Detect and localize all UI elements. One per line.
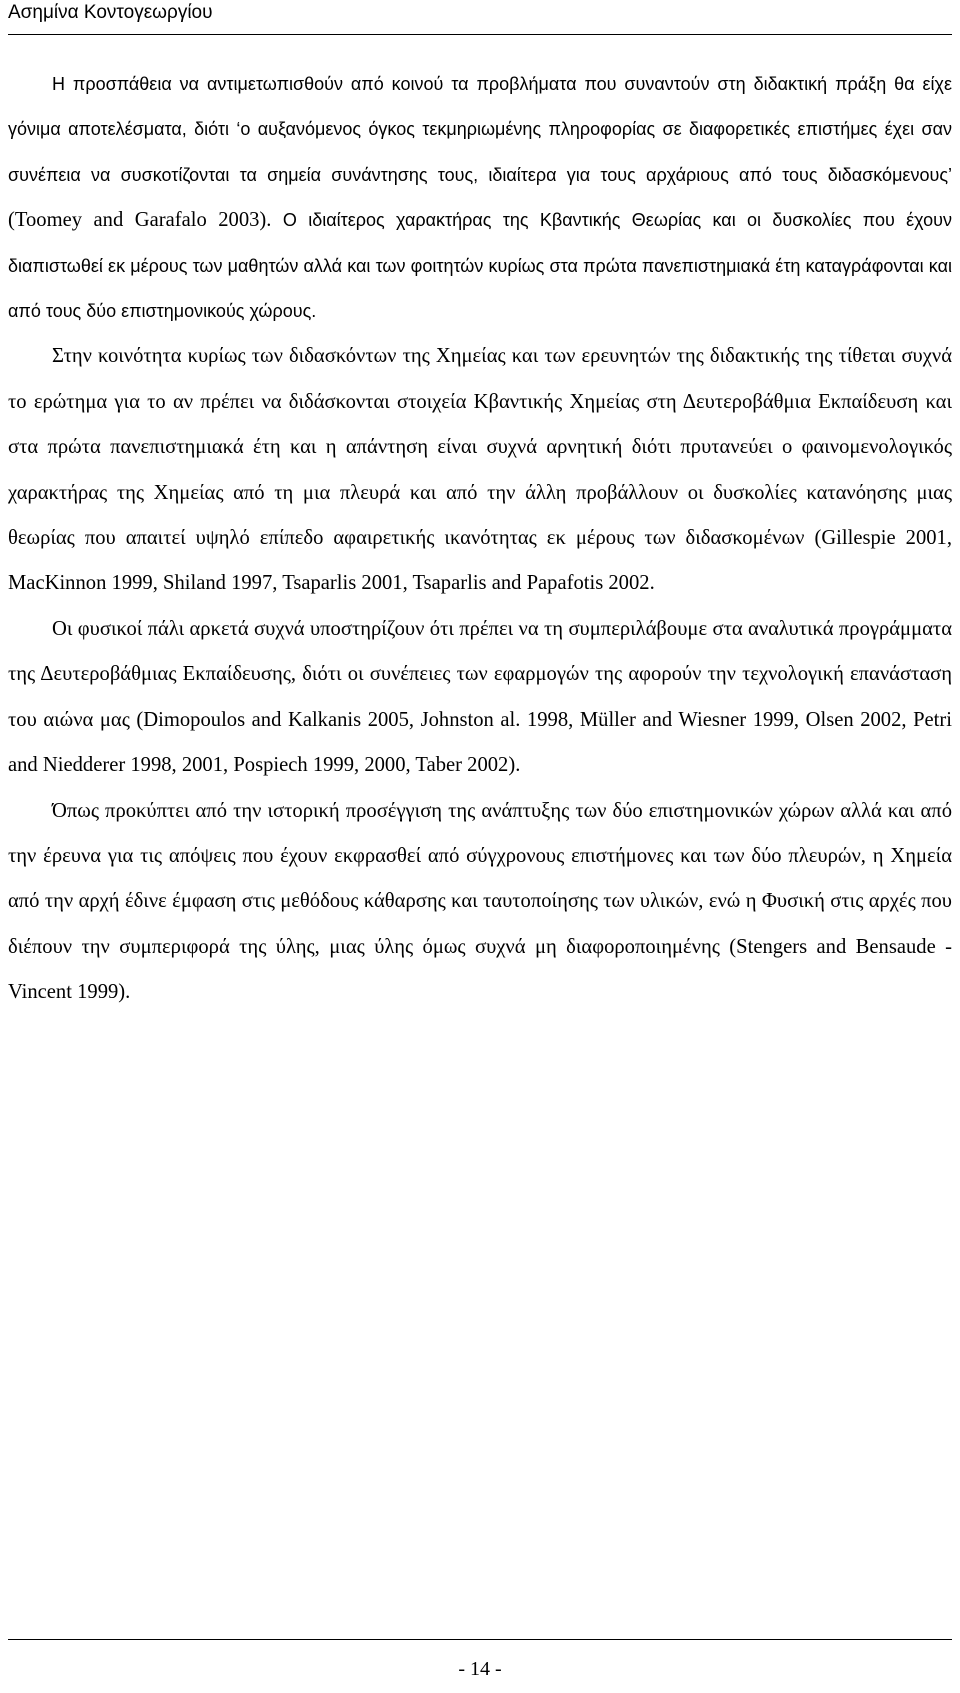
paragraph-text-segment: Όπως προκύπτει από την ιστορική προσέγγιση της ανάπτυξης των δύο επιστημονικών χώρων αλλά και από την έρευνα για τις απόψεις που έχουν εκφρασθεί από σύγχρονους επιστήμονες και των δύο πλευρών, η Χημεία από την αρχή έδινε έμφαση στις μεθόδους κάθαρσης και ταυτοποίησης των υλικών, ενώ η Φυσική στις αρχές που διέπουν την συμπεριφορά της ύλης, μιας ύλης όμως συχνά μη διαφοροποιημένης (Stengers and Bensaude - Vincent 1999).: [8, 799, 952, 1004]
body-text: [8, 62, 952, 1016]
paragraph-text-segment: Στην κοινότητα κυρίως των διδασκόντων της Χημείας και των ερευνητών της διδακτικής της τίθεται συχνά το ερώτημα για το αν πρέπει να διδάσκονται στοιχεία Κβαντικής Χημείας στη Δευτεροβάθμια Εκπαίδευση και στα πρώτα πανεπιστημιακά έτη και η απάντηση είναι συχνά αρνητική διότι πρυτανεύει ο φαινομενολογικός χαρακτήρας της Χημείας από τη μια πλευρά και από την άλλη προβάλλουν οι δυσκολίες κατανόησης μιας θεωρίας που απαιτεί υψηλό επίπεδο αφαιρετικής ικανότητας εκ μέρους των διδασκομένων (Gillespie 2001, MacKinnon 1999, Shiland 1997, Tsaparlis 2001, Tsaparlis and Papafotis 2002.: [8, 345, 952, 595]
running-header: [8, 0, 952, 35]
paragraph: [8, 607, 952, 789]
header-author: Ασημίνα Κοντογεωργίου: [8, 2, 213, 23]
paragraph: [8, 62, 952, 334]
paragraph: [8, 334, 952, 606]
paragraph-text-segment: Ο ιδιαίτερος χαρακτήρας της Κβαντικής Θεωρίας και οι δυσκολίες που έχουν διαπιστωθεί εκ μέρους των μαθητών αλλά και των φοιτητών κυρίως στα πρώτα πανεπιστημιακά έτη καταγράφονται και από τους δύο επιστημονικούς χώρους.: [8, 210, 952, 322]
paragraph-text-segment: (Toomey and Garafalo 2003).: [8, 209, 283, 232]
paragraph-text-segment: Η προσπάθεια να αντιμετωπισθούν από κοινού τα προβλήματα που συναντούν στη διδακτική πράξη θα είχε γόνιμα αποτελέσματα, διότι ‘ο αυξανόμενος όγκος τεκμηριωμένης πληροφορίας σε διαφορετικές επιστήμες έχει σαν συνέπεια να συσκοτίζονται τα σημεία συνάντησης τους, ιδιαίτερα για τους αρχάριους από τους διδασκόμενους’: [8, 74, 952, 185]
paragraph: [8, 789, 952, 1016]
paragraph-text-segment: Οι φυσικοί πάλι αρκετά συχνά υποστηρίζουν ότι πρέπει να τη συμπεριλάβουμε στα αναλυτικά προγράμματα της Δευτεροβάθμιας Εκπαίδευσης, διότι οι συνέπειες των εφαρμογών της αφορούν την τεχνολογική επανάσταση του αιώνα μας (Dimopoulos and Kalkanis 2005, Johnston al. 1998, Müller and Wiesner 1999, Olsen 2002, Petri and Niedderer 1998, 2001, Pospiech 1999, 2000, Taber 2002).: [8, 617, 952, 777]
footer-divider: [8, 1639, 952, 1640]
page-number: - 14 -: [458, 1658, 502, 1680]
